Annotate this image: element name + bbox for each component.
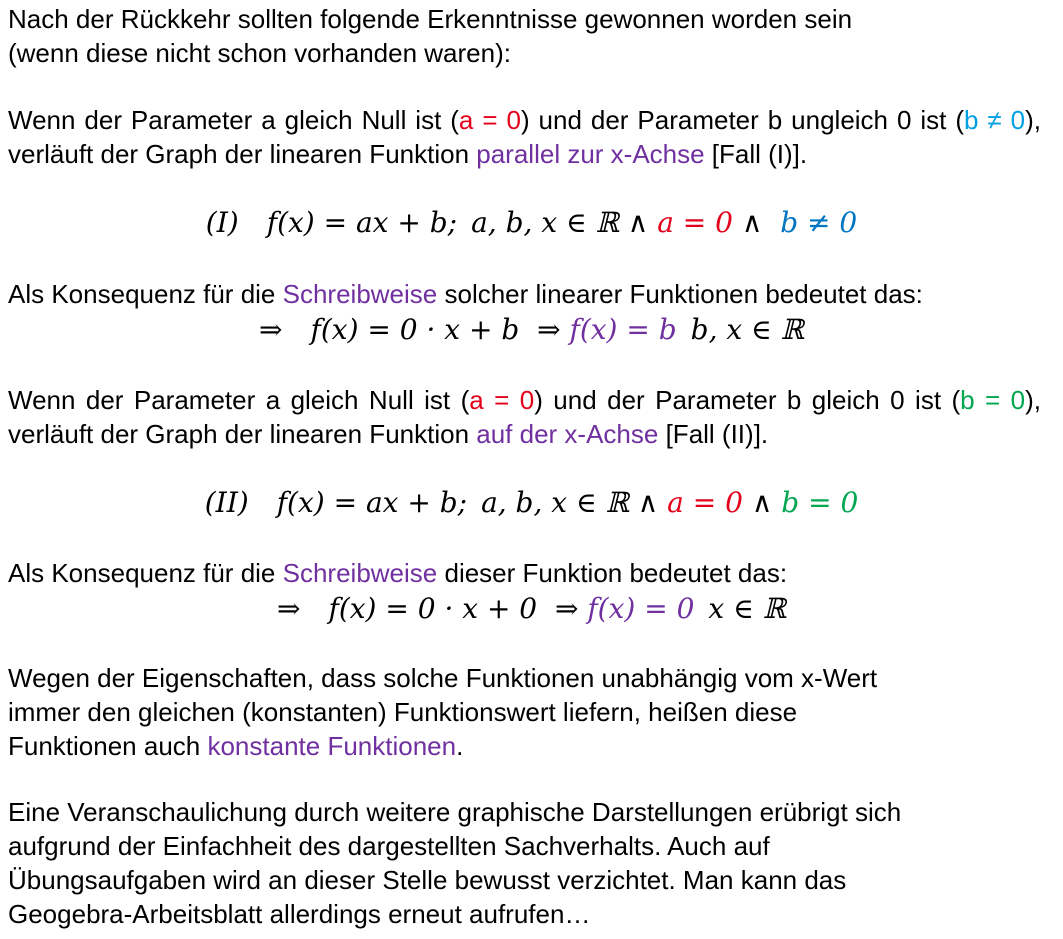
- case1-result-expression: f(x) = 0 · x + b: [310, 313, 520, 346]
- case1-formula: (I) f(x) = ax + b; a, b, x ∈ ℝ ∧ a = 0 ∧ b ≠ 0: [205, 206, 858, 239]
- case1-result-term: parallel zur x-Achse: [476, 139, 705, 169]
- case2-paragraph: Wenn der Parameter a gleich Null ist (a = 0) und der Parameter b gleich 0 ist (b = 0), verläuft der Graph der linearen Funktion auf der x-Achse [Fall (II)].: [8, 385, 1041, 449]
- case2-formula: (II) f(x) = ax + b; a, b, x ∈ ℝ ∧ a = 0 ∧ b = 0: [204, 486, 859, 519]
- case2-condition-a: a = 0: [469, 385, 535, 415]
- case1-condition-a: a = 0: [458, 105, 521, 135]
- case1-formula-label: (I): [205, 206, 239, 239]
- intro-line-1: Nach der Rückkehr sollten folgende Erkenntnisse gewonnen worden sein: [8, 4, 853, 34]
- case1-formula-domain: a, b, x ∈ ℝ ∧: [471, 206, 649, 239]
- case1-result-domain: b, x ∈ ℝ: [690, 313, 804, 346]
- case1-formula-cond-b: b ≠ 0: [780, 206, 858, 239]
- case1-schreibweise: Schreibweise: [282, 279, 438, 309]
- case2-simplified: f(x) = 0: [587, 592, 695, 625]
- case1-paragraph: Wenn der Parameter a gleich Null ist (a = 0) und der Parameter b ungleich 0 ist (b ≠ 0), verläuft der Graph der linearen Funktion parallel zur x-Achse [Fall (I)].: [8, 105, 1041, 169]
- case2-result-formula: ⇒ f(x) = 0 · x + 0 ⇒ f(x) = 0 x ∈ ℝ: [277, 592, 786, 625]
- case2-result-term: auf der x-Achse: [476, 419, 659, 449]
- intro-line-2: (wenn diese nicht schon vorhanden waren):: [8, 38, 511, 68]
- constant-functions-paragraph: Wegen der Eigenschaften, dass solche Funktionen unabhängig vom x-Wert immer den gleichen (konstanten) Funktionswert liefern, heißen diese Funktionen auch konstante Funktionen.: [8, 663, 878, 761]
- case2-formula-domain: a, b, x ∈ ℝ ∧: [481, 486, 659, 519]
- case1-formula-expression: f(x) = ax + b;: [266, 206, 458, 239]
- case2-formula-cond-a: a = 0: [667, 486, 743, 519]
- case2-formula-cond-b: b = 0: [781, 486, 859, 519]
- case2-consequence: Als Konsequenz für die Schreibweise dieser Funktion bedeutet das:: [8, 558, 788, 588]
- case2-result-domain: x ∈ ℝ: [708, 592, 786, 625]
- case2-schreibweise: Schreibweise: [282, 558, 438, 588]
- case2-condition-b: b = 0: [960, 385, 1026, 415]
- case1-condition-b: b ≠ 0: [964, 105, 1026, 135]
- case1-formula-cond-a: a = 0: [657, 206, 733, 239]
- case1-simplified: f(x) = b: [569, 313, 677, 346]
- case2-formula-label: (II): [204, 486, 249, 519]
- case1-consequence: Als Konsequenz für die Schreibweise solcher linearer Funktionen bedeutet das:: [8, 279, 923, 309]
- case2-formula-expression: f(x) = ax + b;: [276, 486, 468, 519]
- intro-paragraph: [8, 2, 1041, 70]
- closing-paragraph: Eine Veranschaulichung durch weitere graphische Darstellungen erübrigt sich aufgrund der Einfachheit des dargestellten Sachverhalts. Auch auf Übungsaufgaben wird an dieser Stelle bewusst verzichtet. Man kann das Geogebra-Arbeitsblatt allerdings erneut aufrufen…: [8, 797, 902, 929]
- constant-functions-term: konstante Funktionen: [207, 731, 457, 761]
- case1-result-formula: ⇒ f(x) = 0 · x + b ⇒ f(x) = b b, x ∈ ℝ: [259, 313, 804, 346]
- case2-result-expression: f(x) = 0 · x + 0: [328, 592, 538, 625]
